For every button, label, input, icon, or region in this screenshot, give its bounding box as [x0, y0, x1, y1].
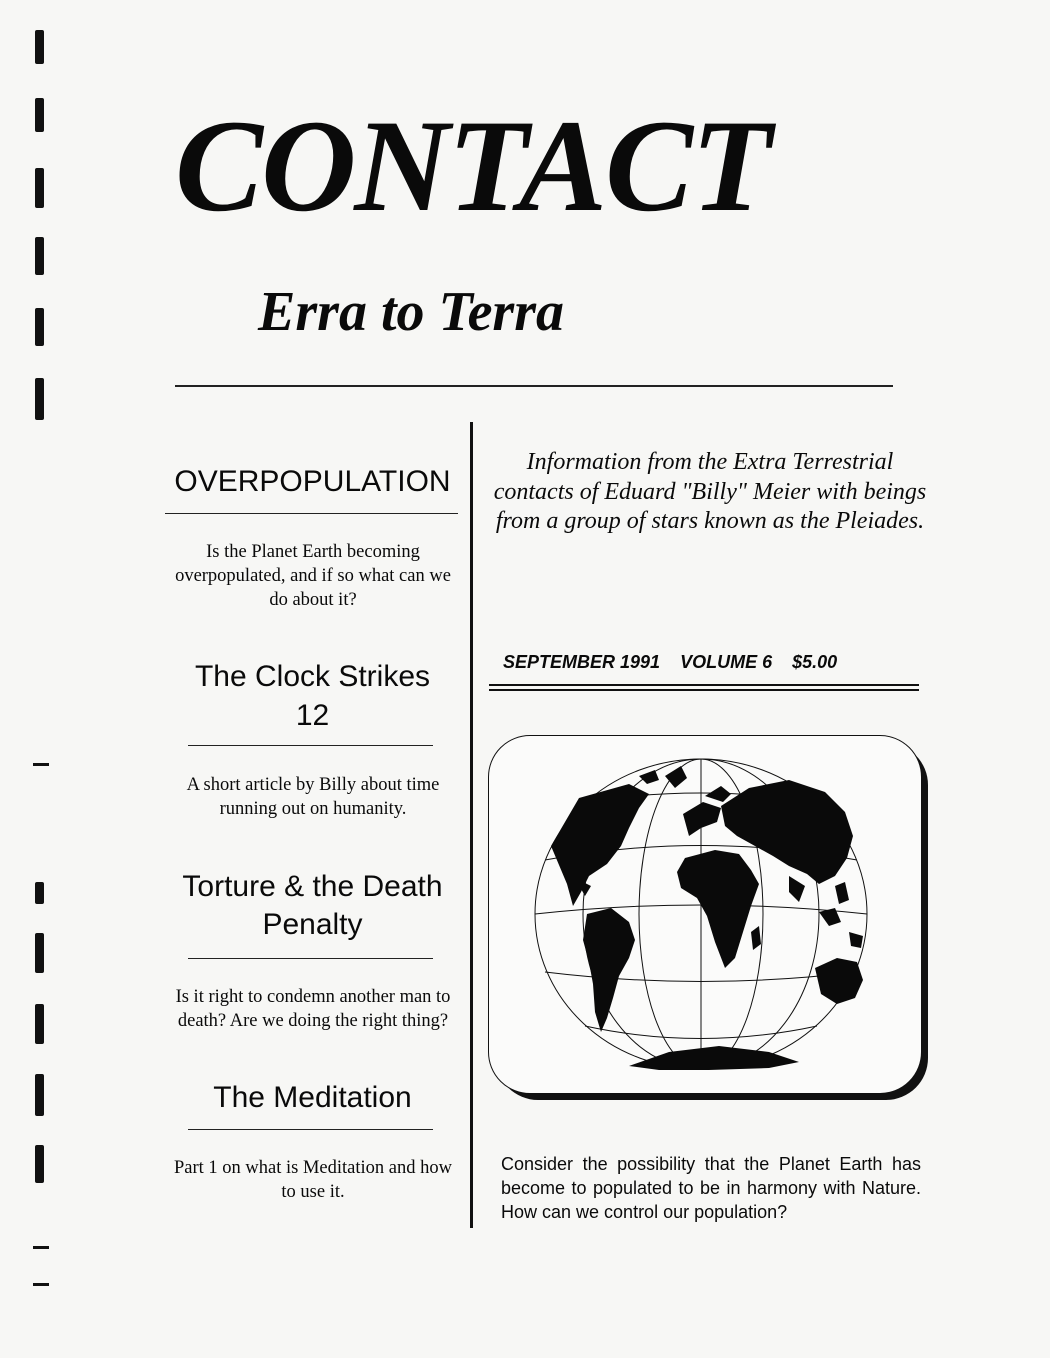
binding-dash-mark — [33, 1246, 49, 1249]
article-heading-overpopulation: OVERPOPULATION — [174, 465, 451, 498]
article-blurb-overpopulation: Is the Planet Earth becoming overpopulated, and if so what can we do about it? — [175, 542, 451, 610]
issue-rule — [489, 684, 919, 686]
article-rule — [188, 745, 433, 746]
binding-hole-mark — [35, 30, 44, 64]
binding-hole-mark — [35, 378, 44, 420]
column-divider — [470, 422, 473, 1228]
article-blurb-clock: A short article by Billy about time running out on humanity. — [186, 775, 440, 819]
issue-rule — [489, 689, 919, 691]
article-blurb-torture: Is it right to condemn another man to death? Are we doing the right thing? — [175, 987, 451, 1031]
issue-volume: VOLUME 6 — [680, 652, 773, 672]
masthead-divider — [175, 385, 893, 387]
binding-dash-mark — [33, 763, 49, 766]
masthead-title: CONTACT — [175, 92, 770, 239]
issue-month: SEPTEMBER 1991 — [503, 652, 661, 672]
issue-line — [503, 652, 837, 673]
binding-hole-mark — [35, 933, 44, 973]
article-blurb-meditation: Part 1 on what is Meditation and how to use it. — [174, 1158, 452, 1202]
masthead-subtitle: Erra to Terra — [258, 281, 565, 343]
intro-text: Information from the Extra Terrestrial contacts of Eduard "Billy" Meier with beings from a group of stars known as the Pleiades. — [493, 449, 927, 534]
binding-hole-mark — [35, 1145, 44, 1183]
binding-hole-mark — [35, 237, 44, 275]
article-heading-clock-line1: The Clock Strikes — [194, 660, 431, 693]
binding-dash-mark — [33, 1283, 49, 1286]
article-heading-torture-line1: Torture & the Death — [182, 870, 443, 903]
binding-hole-mark — [35, 1004, 44, 1044]
binding-hole-mark — [35, 98, 44, 132]
globe-frame — [488, 735, 922, 1094]
binding-hole-mark — [35, 308, 44, 346]
article-rule — [188, 958, 433, 959]
binding-hole-mark — [35, 168, 44, 208]
globe-icon — [489, 736, 921, 1093]
article-heading-clock-line2: 12 — [295, 699, 330, 732]
binding-hole-mark — [35, 882, 44, 904]
binding-hole-mark — [35, 1074, 44, 1116]
article-heading-meditation: The Meditation — [213, 1081, 412, 1114]
article-rule — [165, 513, 458, 514]
issue-price: $5.00 — [792, 652, 838, 672]
article-rule — [188, 1129, 433, 1130]
article-heading-torture-line2: Penalty — [262, 908, 363, 941]
cover-caption: Consider the possibility that the Planet Earth has become to populated to be in harmony with Nature. How can we control our population? — [501, 1154, 921, 1222]
